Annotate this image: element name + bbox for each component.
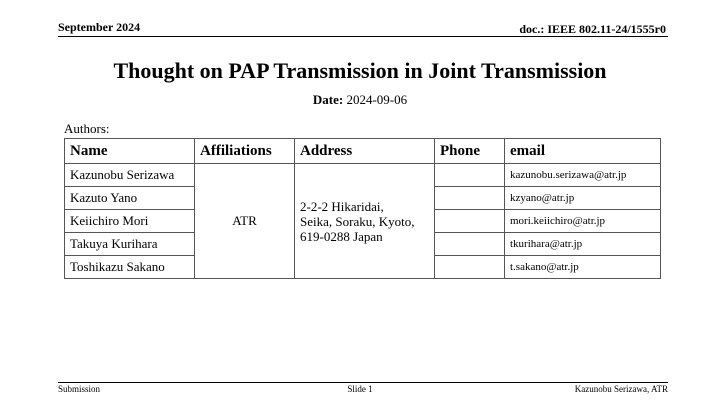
author-email: kazunobu.serizawa@atr.jp <box>505 164 661 187</box>
date-line <box>0 92 720 108</box>
address-line: 2-2-2 Hikaridai, <box>300 198 384 214</box>
author-email: tkurihara@atr.jp <box>505 233 661 256</box>
column-header-affiliations: Affiliations <box>195 139 295 164</box>
author-name: Kazunobu Serizawa <box>65 164 195 187</box>
header-doc-id: doc.: IEEE 802.11-24/1555r0 <box>519 22 666 36</box>
author-phone <box>435 256 505 279</box>
author-name: Keiichiro Mori <box>65 210 195 233</box>
author-name: Takuya Kurihara <box>65 233 195 256</box>
authors-label: Authors: <box>64 121 110 136</box>
header-date: September 2024 <box>58 20 141 34</box>
column-header-name: Name <box>65 139 195 164</box>
author-phone <box>435 187 505 210</box>
footer-slide-number: Slide 1 <box>347 384 373 394</box>
address-line: Seika, Soraku, Kyoto, <box>300 213 415 229</box>
author-name: Kazuto Yano <box>65 187 195 210</box>
table-header-row <box>65 139 661 164</box>
address-line: 619-0288 Japan <box>300 228 383 244</box>
column-header-email: email <box>505 139 661 164</box>
author-phone <box>435 164 505 187</box>
author-name: Toshikazu Sakano <box>65 256 195 279</box>
date-label: Date: <box>312 92 344 107</box>
slide-title: Thought on PAP Transmission in Joint Transmission <box>113 58 607 83</box>
authors-table <box>64 138 661 279</box>
author-email: kzyano@atr.jp <box>505 187 661 210</box>
column-header-phone: Phone <box>435 139 505 164</box>
author-phone <box>435 233 505 256</box>
affiliation-cell: ATR <box>195 164 295 279</box>
author-email: t.sakano@atr.jp <box>505 256 661 279</box>
date-value: 2024-09-06 <box>346 92 408 107</box>
table-row <box>65 164 661 187</box>
address-cell <box>295 164 435 279</box>
header-divider <box>58 36 668 37</box>
author-email: mori.keiichiro@atr.jp <box>505 210 661 233</box>
author-phone <box>435 210 505 233</box>
footer-author: Kazunobu Serizawa, ATR <box>574 384 668 394</box>
column-header-address: Address <box>295 139 435 164</box>
footer-divider <box>58 382 668 383</box>
footer-submission: Submission <box>58 384 101 394</box>
